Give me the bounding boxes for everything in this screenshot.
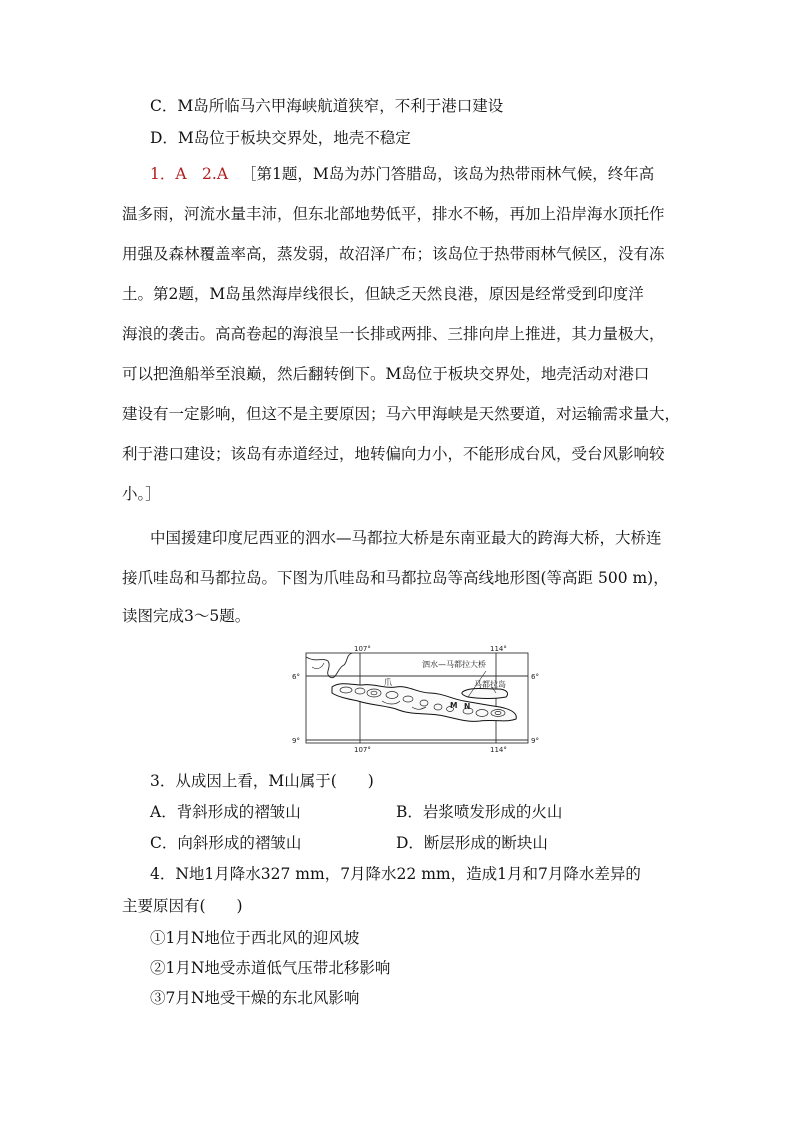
sumatra-coast (306, 653, 352, 678)
intro-line: 接爪哇岛和马都拉岛。下图为爪哇岛和马都拉岛等高线地形图(等高距 500 m)， (122, 569, 669, 587)
lat-label-9-left: 9° (292, 737, 300, 745)
label-n: N (464, 702, 471, 711)
contour-map (292, 645, 540, 755)
answer-line: 建设有一定影响，但这不是主要原因；马六甲海峡是天然要道，对运输需求量大， (122, 405, 681, 423)
answer-line: 用强及森林覆盖率高，蒸发弱，故沼泽广布；该岛位于热带雨林气候区，没有冻 (122, 245, 665, 263)
answer-key: 1．A 2.A (150, 165, 229, 183)
lon-label-114-top: 114° (490, 645, 507, 653)
q4-statement-1: ①1月N地位于西北风的迎风坡 (150, 929, 360, 947)
answer-line-1 (150, 164, 654, 184)
q3-option-c: C．向斜形成的褶皱山 (150, 834, 302, 852)
lat-label-9-right: 9° (531, 737, 539, 745)
lon-label-114-bottom: 114° (490, 746, 507, 754)
q4-statement-2: ②1月N地受赤道低气压带北移影响 (150, 959, 391, 977)
lon-label-107-bottom: 107° (354, 746, 371, 754)
lat-label-6-left: 6° (292, 673, 300, 681)
q3-option-row (150, 833, 301, 853)
answer-line: 小。］ (122, 485, 161, 503)
q3-option-row (150, 802, 301, 822)
answer-line: 利于港口建设；该岛有赤道经过，地转偏向力小，不能形成台风，受台风影响较 (122, 445, 665, 463)
q3-option-b: B．岩浆喷发形成的火山 (396, 803, 563, 821)
intro-line: 读图完成3～5题。 (122, 607, 251, 625)
label-bridge: 泗水—马都拉大桥 (422, 660, 486, 669)
answer-text: ［第1题，M岛为苏门答腊岛，该岛为热带雨林气候，终年高 (240, 165, 655, 183)
intro-line: 中国援建印度尼西亚的泗水—马都拉大桥是东南亚最大的跨海大桥，大桥连 (150, 529, 662, 547)
label-m: M (450, 701, 458, 710)
option-d-prev: D．M岛位于板块交界处，地壳不稳定 (150, 129, 411, 147)
lon-label-107-top: 107° (354, 645, 371, 653)
label-java: 爪 (384, 678, 392, 687)
answer-line: 温多雨，河流水量丰沛，但东北部地势低平，排水不畅，再加上沿岸海水顶托作 (122, 205, 665, 223)
q3-option-a: A．背斜形成的褶皱山 (150, 803, 301, 821)
answer-line: 可以把渔船举至浪巅，然后翻转倒下。M岛位于板块交界处，地壳活动对港口 (122, 365, 650, 383)
q4-statement-3: ③7月N地受干燥的东北风影响 (150, 989, 360, 1007)
q4-stem-cont: 主要原因有( ) (122, 897, 243, 915)
q3-option-d: D．断层形成的断块山 (396, 834, 548, 852)
q3-stem: 3．从成因上看，M山属于( ) (150, 772, 374, 790)
answer-line: 海浪的袭击。高高卷起的海浪呈一长排或两排、三排向岸上推进，其力量极大， (122, 325, 665, 343)
madura-island (462, 689, 508, 699)
q4-stem: 4．N地1月降水327 mm，7月降水22 mm，造成1月和7月降水差异的 (150, 865, 641, 883)
label-madura: 马都拉岛 (474, 680, 506, 689)
option-c-prev: C．M岛所临马六甲海峡航道狭窄，不利于港口建设 (150, 97, 504, 115)
sumatra-contour (312, 663, 324, 669)
lat-label-6-right: 6° (531, 673, 539, 681)
answer-line: 土。第2题，M岛虽然海岸线很长，但缺乏天然良港，原因是经常受到印度洋 (122, 285, 644, 303)
